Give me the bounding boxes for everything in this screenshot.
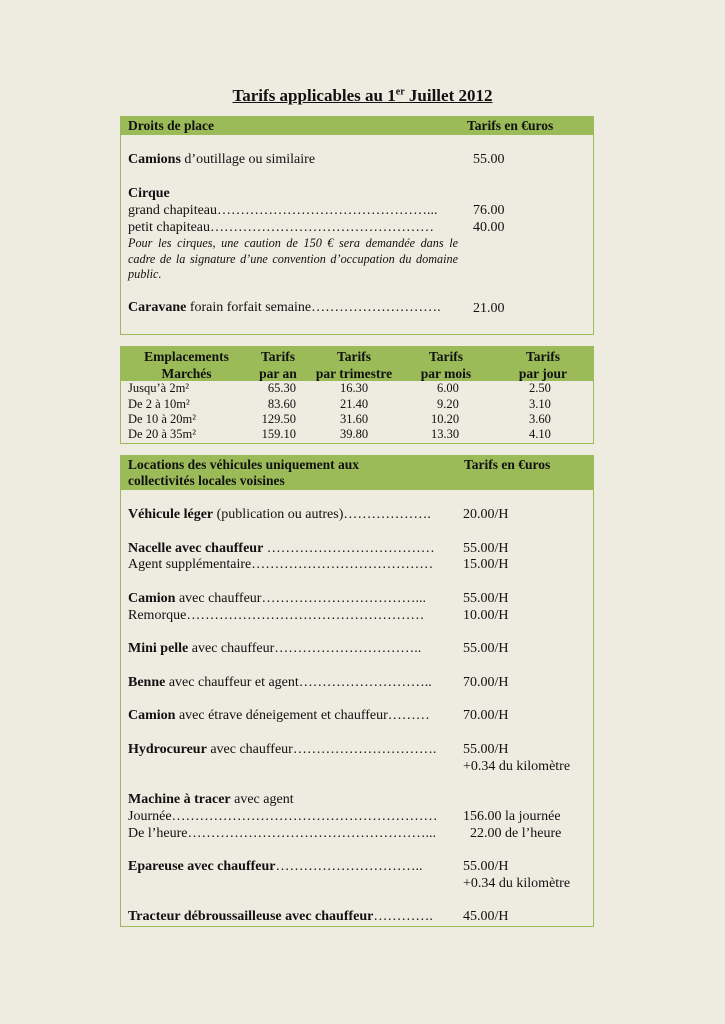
grand-chapiteau-row: grand chapiteau………………………………………... — [128, 203, 438, 218]
col-header-par-trimestre: Tarifs par trimestre — [315, 349, 393, 381]
item-price: 55.00/H — [463, 859, 509, 874]
grand-chapiteau-price: 76.00 — [473, 203, 505, 218]
item-price: 70.00/H — [463, 675, 509, 690]
list-item: Tracteur débroussailleuse avec chauffeur…………. — [128, 909, 433, 924]
item-price: 55.00/H — [463, 541, 509, 556]
item-price: 45.00/H — [463, 909, 509, 924]
camions-price: 55.00 — [473, 152, 505, 167]
caravane-row: Caravane forain forfait semaine………………………. — [128, 300, 441, 315]
item-price: 10.00/H — [463, 608, 509, 623]
item-price: 15.00/H — [463, 557, 509, 572]
list-item: Benne avec chauffeur et agent……………………….. — [128, 675, 432, 690]
col-header-emplacements: Emplacements Marchés — [144, 349, 229, 381]
cirque-label: Cirque — [128, 186, 170, 201]
petit-chapiteau-price: 40.00 — [473, 220, 505, 235]
item-price: 55.00/H — [463, 742, 509, 757]
list-item: Epareuse avec chauffeur………………………….. — [128, 859, 423, 874]
header-price-label: Tarifs en €uros — [464, 457, 551, 472]
col-header-par-jour: Tarifs par jour — [518, 349, 568, 381]
caravane-price: 21.00 — [473, 301, 505, 316]
list-item: Agent supplémentaire………………………………… — [128, 557, 434, 572]
list-item: Camion avec chauffeur……………………………... — [128, 591, 426, 606]
list-item: Véhicule léger (publication ou autres)………………. — [128, 507, 431, 522]
petit-chapiteau-row: petit chapiteau………………………………………… — [128, 220, 435, 235]
section-header — [121, 117, 593, 135]
list-item: Remorque…………………………………………… — [128, 608, 425, 623]
list-item: Machine à tracer avec agent — [128, 792, 294, 807]
vehicules-header — [121, 456, 593, 490]
header-label: Droits de place — [128, 118, 214, 133]
list-item: Nacelle avec chauffeur ……………………………… — [128, 541, 435, 556]
item-price-extra: +0.34 du kilomètre — [463, 876, 571, 891]
header-label-line1: Locations des véhicules uniquement aux — [128, 457, 360, 472]
item-price: 55.00/H — [463, 591, 509, 606]
emplacements-marches-section: Emplacements Marchés Tarifs par an Tarifs par trimestre Tarifs par mois Tarifs par jour Jusqu’à 2m² 65.30 16.30 6.00 2.50 De 2 à 10m² 83.60 21.40 9.20 3.10 De 10 à 20m² 129.50 31.60 10.20 3.60 De 20 à 35m² 159.10 39.80 13.30 4.10 — [120, 346, 594, 444]
header-price-label: Tarifs en €uros — [467, 118, 554, 133]
page-title: Tarifs applicables au 1er Juillet 2012 — [232, 86, 493, 105]
col-header-par-mois: Tarifs par mois — [420, 349, 472, 381]
list-item: Journée………………………………………………… — [128, 809, 438, 824]
camions-row: Camions d’outillage ou similaire — [128, 152, 316, 167]
locations-vehicules-section — [120, 455, 594, 927]
list-item: Camion avec étrave déneigement et chauffeur……… — [128, 708, 430, 723]
cirque-note: Pour les cirques, une caution de 150 € sera demandée dans le cadre de la signature d’une convention d’occupation du domaine public. — [128, 236, 458, 281]
list-item: Mini pelle avec chauffeur………………………….. — [128, 641, 422, 656]
list-item: De l’heure……………………………………………... — [128, 826, 436, 841]
item-price: 22.00 de l’heure — [463, 826, 562, 841]
item-price: 70.00/H — [463, 708, 509, 723]
droits-de-place-section — [120, 116, 594, 335]
header-label-line2: collectivités locales voisines — [128, 473, 285, 488]
item-price: 55.00/H — [463, 641, 509, 656]
list-item: Hydrocureur avec chauffeur…………………………. — [128, 742, 437, 757]
item-price: 156.00 la journée — [463, 809, 561, 824]
item-price-extra: +0.34 du kilomètre — [463, 759, 571, 774]
col-header-par-an: Tarifs par an — [259, 349, 297, 381]
item-price: 20.00/H — [463, 507, 509, 522]
